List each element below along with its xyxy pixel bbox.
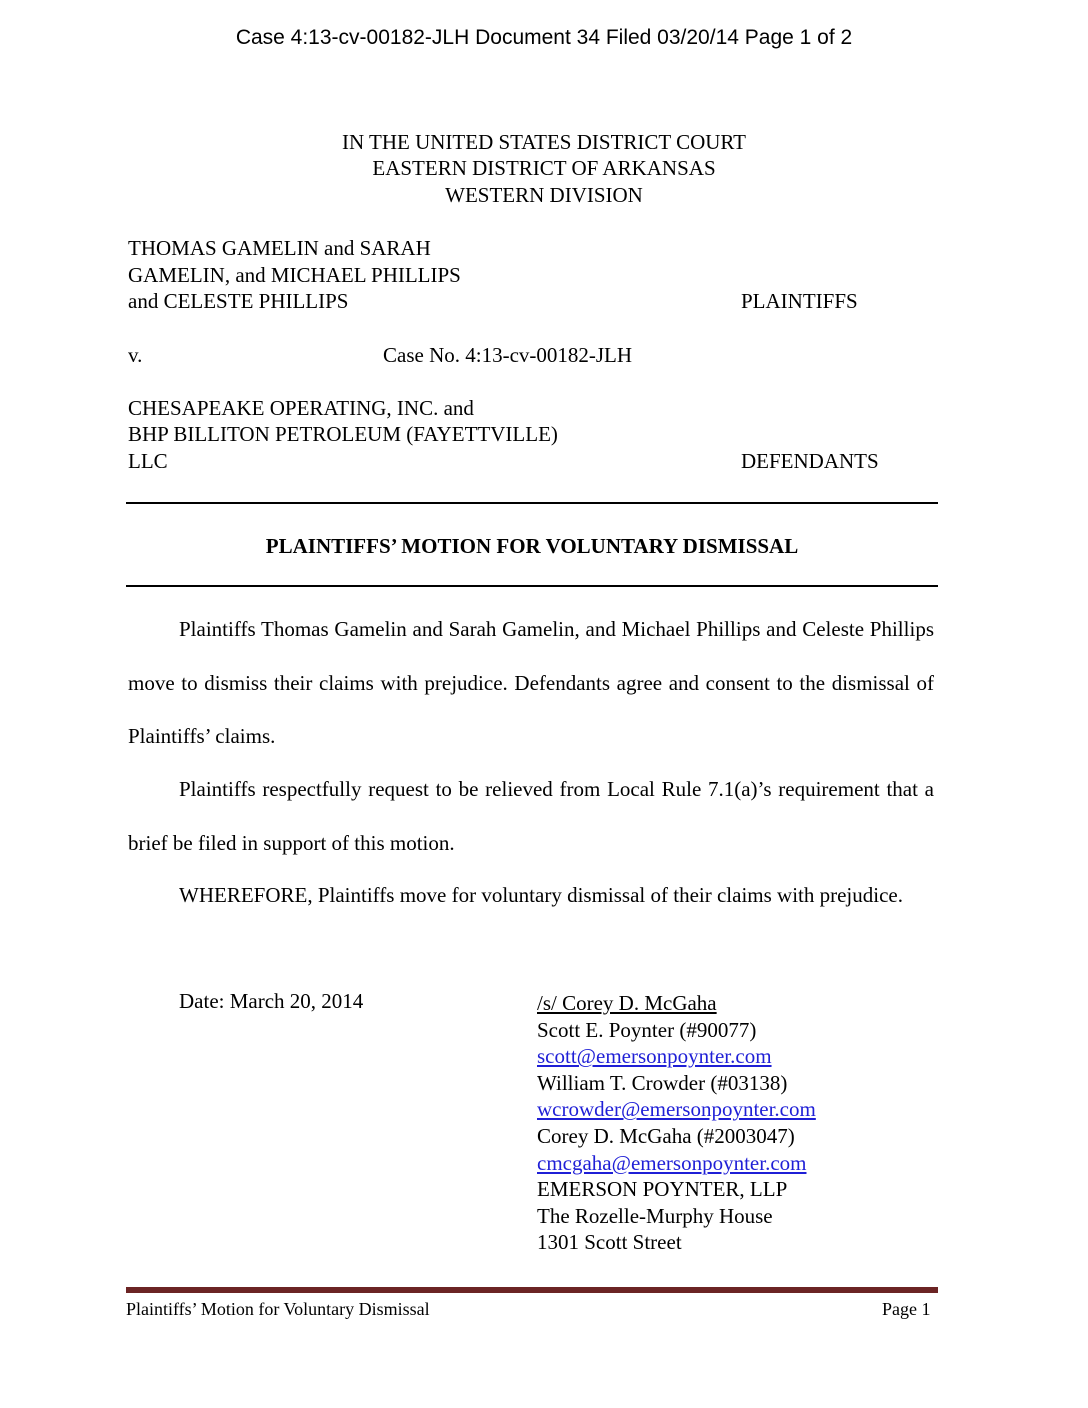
defendants-name-line: CHESAPEAKE OPERATING, INC. and xyxy=(128,396,474,420)
body-paragraph xyxy=(128,763,934,870)
court-name-line-3: WESTERN DIVISION xyxy=(445,183,643,207)
email-link[interactable]: scott@emersonpoynter.com xyxy=(537,1044,772,1069)
date-line: Date: March 20, 2014 xyxy=(179,989,364,1013)
plaintiffs-name-line: GAMELIN, and MICHAEL PHILLIPS xyxy=(128,263,461,287)
case-number: Case No. 4:13-cv-00182-JLH xyxy=(383,343,633,367)
footer-rule xyxy=(126,1287,938,1293)
plaintiffs-label: PLAINTIFFS xyxy=(741,289,858,313)
court-name-line-2: EASTERN DISTRICT OF ARKANSAS xyxy=(372,156,716,180)
attorney-name: Corey D. McGaha (#2003047) xyxy=(537,1123,795,1148)
plaintiffs-name-line: THOMAS GAMELIN and SARAH xyxy=(128,236,431,260)
attorney-name: Scott E. Poynter (#90077) xyxy=(537,1017,757,1042)
title-rule-bottom xyxy=(126,585,938,587)
paragraph-text: Plaintiffs Thomas Gamelin and Sarah Gamelin, and Michael Phillips and Celeste Phillips move to dismiss their claims with prejudice. Defendants agree and consent to the dismissal of Plaintiffs’ claims. xyxy=(128,617,934,748)
footer-title: Plaintiffs’ Motion for Voluntary Dismissal xyxy=(126,1299,430,1319)
court-name-line-1: IN THE UNITED STATES DISTRICT COURT xyxy=(341,130,747,154)
email-link[interactable]: cmcgaha@emersonpoynter.com xyxy=(537,1150,807,1175)
defendants-label: DEFENDANTS xyxy=(741,449,879,473)
defendants-name-line: LLC xyxy=(128,449,168,473)
document-title: PLAINTIFFS’ MOTION FOR VOLUNTARY DISMISSAL xyxy=(265,534,799,558)
email-link[interactable]: wcrowder@emersonpoynter.com xyxy=(537,1097,816,1122)
body-paragraph xyxy=(128,603,934,764)
ecf-header-stamp: Case 4:13-cv-00182-JLH Document 34 Filed 03/20/14 Page 1 of 2 xyxy=(235,26,853,49)
paragraph-text: WHEREFORE, Plaintiffs move for voluntary dismissal of their claims with prejudice. xyxy=(179,883,903,907)
address-line: 1301 Scott Street xyxy=(537,1230,682,1255)
defendants-name-line: BHP BILLITON PETROLEUM (FAYETTVILLE) xyxy=(128,422,558,446)
plaintiffs-name-line: and CELESTE PHILLIPS xyxy=(128,289,349,313)
address-line: The Rozelle-Murphy House xyxy=(537,1203,773,1228)
electronic-signature: /s/ Corey D. McGaha xyxy=(537,991,717,1015)
footer-page-number: Page 1 xyxy=(882,1299,931,1319)
versus-label: v. xyxy=(128,343,143,367)
title-rule-top xyxy=(126,502,938,504)
firm-name: EMERSON POYNTER, LLP xyxy=(537,1177,788,1202)
attorney-name: William T. Crowder (#03138) xyxy=(537,1070,788,1095)
signature-block xyxy=(537,990,816,1256)
body-paragraph xyxy=(128,869,934,923)
paragraph-text: Plaintiffs respectfully request to be relieved from Local Rule 7.1(a)’s requirement that a brief be filed in support of this motion. xyxy=(128,777,934,855)
